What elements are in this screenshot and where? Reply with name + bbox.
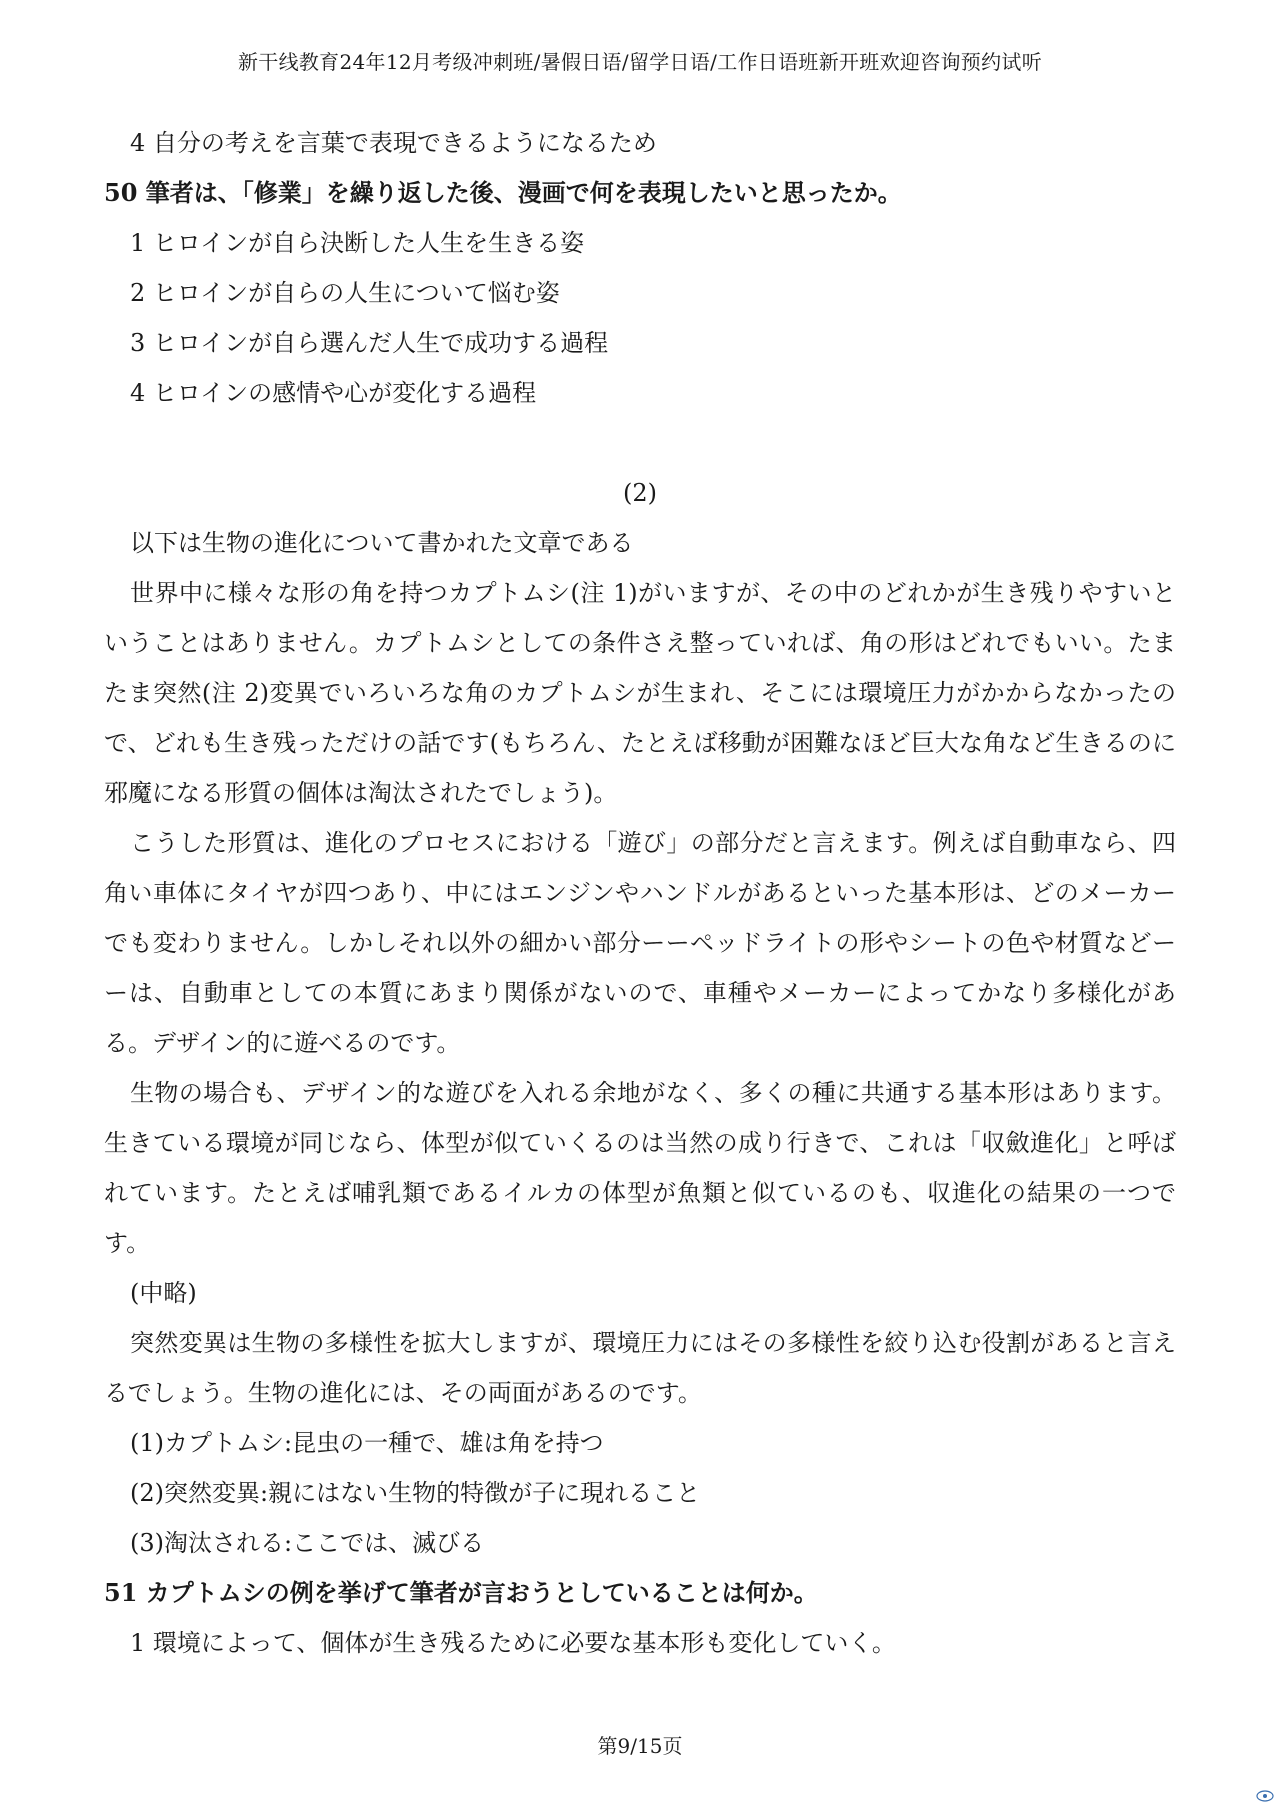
note-1: (1)カプトムシ:昆虫の一種で、雄は角を持つ bbox=[130, 1429, 604, 1457]
note-3: (3)淘汰される:ここでは、滅びる bbox=[130, 1529, 485, 1557]
q50-option-4: 4 ヒロインの感情や心が変化する過程 bbox=[130, 379, 537, 407]
q50-question: 50 筆者は、「修業」を繰り返した後、漫画で何を表現したいと思ったか。 bbox=[104, 178, 902, 207]
q50-option-3: 3 ヒロインが自ら選んだ人生で成功する過程 bbox=[130, 329, 609, 357]
q50-option-2: 2 ヒロインが自らの人生について悩む姿 bbox=[130, 279, 560, 307]
section-number: (2) bbox=[623, 479, 657, 507]
q49-option-4: 4 自分の考えを言葉で表現できるようになるため bbox=[130, 129, 657, 157]
paragraph-3: 生物の場合も、デザイン的な遊びを入れる余地がなく、多くの種に共通する基本形はあります。生きている環境が同じなら、体型が似ていくるのは当然の成り行きで、これは「収斂進化」と呼ばれています。たとえば哺乳類であるイルカの体型が魚類と似ているのも、収進化の結果の一つです。 bbox=[104, 1079, 1176, 1257]
document-body bbox=[104, 118, 1176, 1668]
section-intro: 以下は生物の進化について書かれた文章である bbox=[130, 529, 634, 557]
paragraph-4: 突然変異は生物の多様性を拡大しますが、環境圧力にはその多様性を絞り込む役割があると言えるでしょう。生物の進化には、その両面があるのです。 bbox=[104, 1329, 1176, 1407]
paragraph-1: 世界中に様々な形の角を持つカプトムシ(注 1)がいますが、その中のどれかが生き残りやすいということはありません。カプトムシとしての条件さえ整っていれば、角の形はどれでもいい。たまたま突然(注 2)変異でいろいろな角のカプトムシが生まれ、そこには環境圧力がかからなかったので、どれも生き残っただけの話です(もちろん、たとえば移動が困難なほど巨大な角など生きるのに邪魔になる形質の個体は淘汰されたでしょう)。 bbox=[104, 579, 1176, 807]
q51-option-1: 1 環境によって、個体が生き残るために必要な基本形も変化していく。 bbox=[130, 1629, 896, 1657]
page-header: 新干线教育24年12月考级冲刺班/暑假日语/留学日语/工作日语班新开班欢迎咨询预约试听 bbox=[237, 50, 1042, 74]
watermark-logo-icon bbox=[1256, 1790, 1274, 1802]
q50-option-1: 1 ヒロインが自ら決断した人生を生きる姿 bbox=[130, 229, 585, 257]
note-2: (2)突然変異:親にはない生物的特徴が子に現れること bbox=[130, 1479, 701, 1507]
omission-mark: (中略) bbox=[130, 1279, 197, 1307]
paragraph-2: こうした形質は、進化のプロセスにおける「遊び」の部分だと言えます。例えば自動車なら、四角い車体にタイヤが四つあり、中にはエンジンやハンドルがあるといった基本形は、どのメーカーでも変わりません。しかしそれ以外の細かい部分ーーペッドライトの形やシートの色や材質などーーは、自動車としての本質にあまり関係がないので、車種やメーカーによってかなり多様化がある。デザイン的に遊べるのです。 bbox=[104, 829, 1176, 1057]
spacer bbox=[104, 418, 1176, 468]
q51-question: 51 カプトムシの例を挙げて筆者が言おうとしていることは何か。 bbox=[104, 1578, 818, 1607]
page-number: 第9/15页 bbox=[597, 1734, 683, 1758]
